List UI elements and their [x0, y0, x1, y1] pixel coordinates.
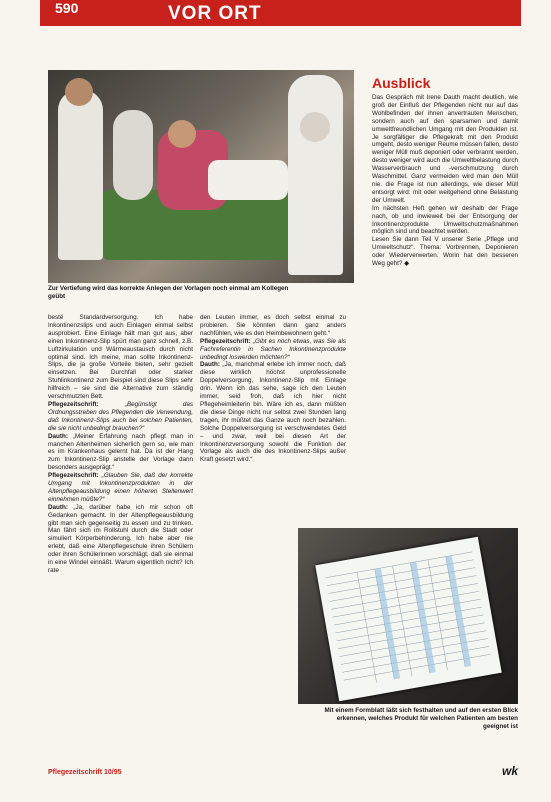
publisher-logo: wk: [502, 764, 519, 778]
question: „Gibt es noch etwas, was Sie als Fachreferentin in Sachen Inkontinenzprodukte unbedingt loswerden möchten?“: [200, 337, 346, 361]
header-bar: [40, 0, 521, 26]
publication-footer: Pflegezeitschrift 10/95: [48, 769, 122, 776]
interviewer-label: Pflegezeitschrift:: [48, 472, 99, 480]
question: „Glauben Sie, daß der korrekte Umgang mit Inkontinenzprodukten in der Altenpflegeausbildung einen höheren Stellenwert einnehmen müßte?“: [48, 472, 193, 503]
training-photo: [48, 70, 354, 283]
col1-paragraph: bestë Standardversorgung. Ich habe Inkontinenzslips und auch Einlagen einmal selbst ausprobiert. Eine Einlage hält man gut aus, aber einen Inkontinenz-Slip spürt man ganz schnell, z.B. Luftzirkulation und Wärmeaustausch durch nicht optimal sind. Ich meine, man sollte Inkontinenz-Slips, die ja große Vorteile bieten, sehr gezielt einsetzen. Bei Durchfall oder starker Stuhlinkontinenz zum Beispiel sind diese Slips sehr hilfreich – sie sind die Alternative zum ständig verschmutzten Bett.: [48, 314, 193, 401]
assessment-form: [315, 537, 501, 702]
form-caption: Mit einem Formblatt läßt sich festhalten und auf den ersten Blick erkennen, welches Produkt für welchen Patienten am besten geeignet ist: [324, 707, 518, 730]
interviewee-label: Dauth:: [48, 432, 68, 440]
form-grid: [315, 537, 501, 702]
question: „Begünstigt das Ordnungsstreben des Pflegenden die Verwendung, daß Inkontinenz-Slips auch bei solchen Patienten, die sie nicht unbedingt brauchen?“: [48, 400, 193, 432]
interviewer-label: Pflegezeitschrift:: [200, 337, 251, 345]
answer: „Ja, darüber habe ich mir schon oft Gedanken gemacht. In der Altenpflegeausbildung gibt man sich gegenseitig zu essen und zu trinken. Man fährt sich im Rollstuhl durch die Stadt oder simuliert Körperbehinderung. Ich habe aber nie erlebt, daß eine Altenpflegeschule ihren Schülern oder ihren Schülerinnen vorschlägt, daß sie einmal in eine Windel einnäßt. Warum eigentlich nicht? Ich rate: [48, 503, 193, 574]
page-number: 590: [55, 0, 79, 16]
text-column-2-top: [200, 314, 346, 529]
ausblick-paragraph: Lesen Sie dann Teil V unserer Serie „Pflege und Umweltschutz“. Thema: Vorbrennen, Deponieren oder Wiederverwerten. Worin hat den besseren Weg geht?: [372, 236, 518, 268]
ausblick-paragraph: Das Gespräch mit Irene Dauth macht deutlich, wie groß der Einfluß der Pflegenden nicht nur auf das Wohlbefinden der ihnen anvertrauten Menschen, sondern auch auf den sparsamen und damit umweltfreundlichen Umgang mit den Produkten ist. Je sorgfältiger die Pflegekraft mit den Produkt umgeht, desto weniger Reume müssen fallen, desto weniger Müll muß deponiert oder verbrannt werden, desto weniger wird auch die Umweltbelastung durch Wasserverbrauch und -verschmutzung durch Waschmittel. Ganz vermeiden wird man den Müll nie. die Frage ist nun allerdings, wie dieser Müll entsorgt wird: mit oder weitgehend ohne Belastung der Umwelt.: [372, 94, 518, 204]
form-photo: [298, 528, 518, 704]
ausblick-paragraph: Im nächsten Heft gehen wir deshalb der Frage nach, ob und inwieweit bei der Entsorgung der Inkontinenzprodukte Umweltschutzmaßnahmen möglich sind und beachtet werden.: [372, 204, 518, 236]
photo-caption: Zur Vertiefung wird das korrekte Anlegen der Vorlagen noch einmal am Kollegen geübt: [48, 285, 289, 300]
col2-paragraph: den Leuten immer, es doch selbst einmal zu probieren. Sie könnten dann ganz anders nachfühlen, wie es den Heimbewohnern geht.“: [200, 314, 346, 337]
end-mark: ◆: [404, 260, 409, 268]
answer: „Ja, manchmal erlebe ich immer noch, daß diese wirklich höchst unprofessionelle Doppelversorgung, Inkontinenz-Slip mit Einlage drin. Wenn ich das sehe, sage ich den Leuten immer, seid froh, daß ich hier nicht Pflegeheimleiterin bin. Wäre ich es, dann müßten die diese Dinge nicht nur selbst zwei Stunden lang tragen, ihr müßtet das Ganze auch noch bezahlen. Solche Doppelversorgung ist verschwendetes Geld – und zwar, weil bei diesen Art der Inkontinenzversorgung sowohl die Funktion der Vorlage als auch die des Inkontinenz-Slips außer Kraft gesetzt wird.“: [200, 361, 346, 464]
section-title: VOR ORT: [168, 3, 262, 24]
interviewee-label: Dauth:: [200, 361, 220, 369]
interviewer-label: Pflegezeitschrift:: [48, 400, 99, 408]
text-column-3: [372, 94, 518, 374]
text-column-1: [48, 314, 193, 759]
ausblick-heading: Ausblick: [372, 75, 431, 91]
interviewee-label: Dauth:: [48, 503, 68, 511]
answer: „Meiner Erfahrung nach pflegt man in manchen Altenheimen sicherlich gern so, wie man es im Krankenhaus gelernt hat. Da ist der Hang zum Inkontinenz-Slip anstelle der Vorlage dann besonders ausgeprägt.“: [48, 432, 193, 472]
